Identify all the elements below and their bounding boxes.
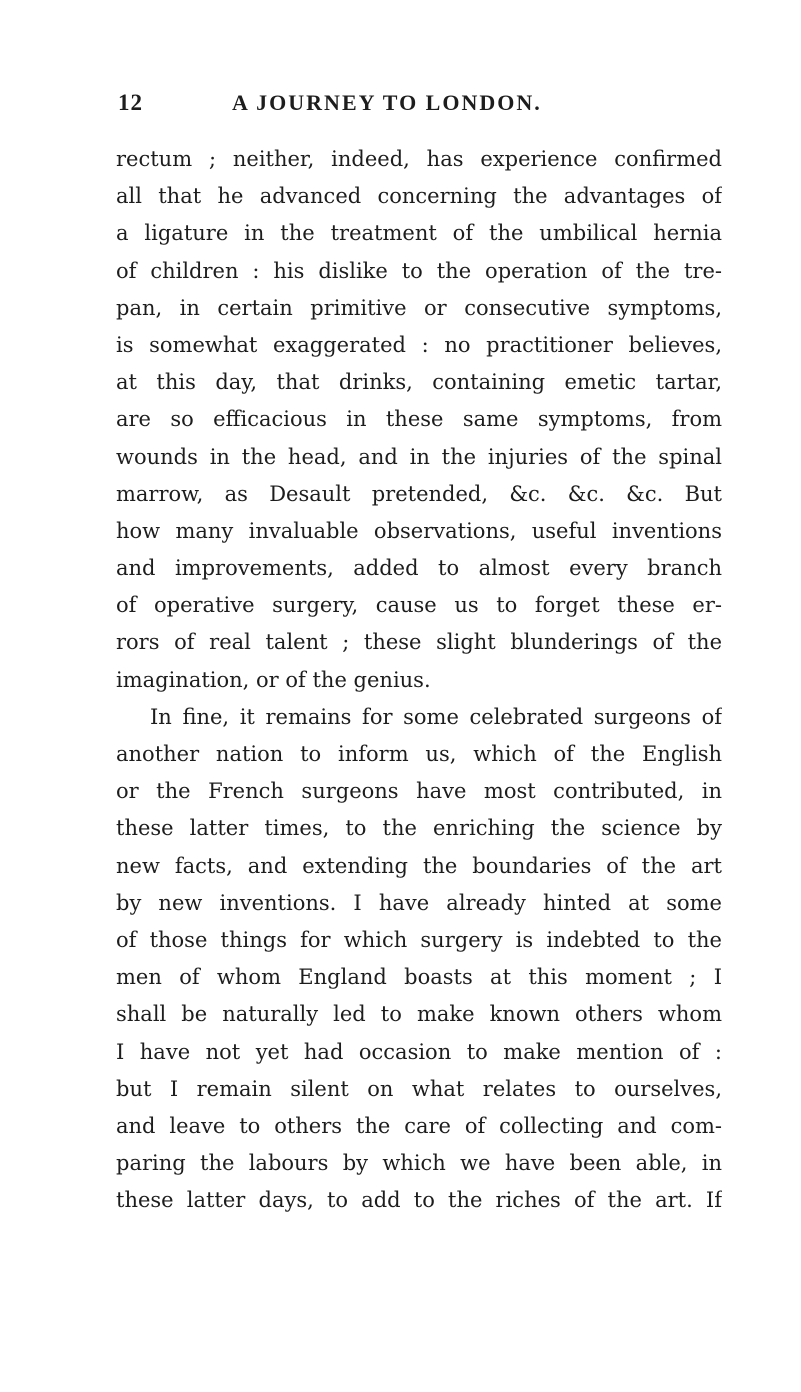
- paragraph: [116, 699, 722, 1220]
- page-header: [118, 84, 718, 124]
- text-line: but I remain silent on what relates to ourselves,: [116, 1076, 722, 1101]
- text-line: and improvements, added to almost every branch: [116, 556, 722, 581]
- text-line: new facts, and extending the boundaries of the art: [116, 853, 722, 878]
- running-head: A JOURNEY TO LONDON.: [232, 90, 542, 115]
- text-line: these latter times, to the enriching the science by: [116, 816, 722, 841]
- text-line: shall be naturally led to make known others whom: [116, 1002, 722, 1027]
- text-line: all that he advanced concerning the advantages of: [116, 184, 722, 209]
- text-line: how many invaluable observations, useful inventions: [116, 518, 722, 543]
- text-line: of children : his dislike to the operation of the tre-: [116, 258, 722, 283]
- text-line: are so efficacious in these same symptoms, from: [116, 407, 722, 432]
- text-line: of those things for which surgery is indebted to the: [116, 927, 722, 952]
- text-line: In fine, it remains for some celebrated surgeons of: [150, 704, 722, 729]
- text-line: men of whom England boasts at this moment ; I: [116, 965, 722, 990]
- text-line: rors of real talent ; these slight blunderings of the: [116, 630, 722, 655]
- text-line: at this day, that drinks, containing emetic tartar,: [116, 370, 722, 395]
- text-line: paring the labours by which we have been able, in: [116, 1151, 722, 1176]
- text-line: a ligature in the treatment of the umbilical hernia: [116, 221, 722, 246]
- text-line: imagination, or of the genius.: [116, 667, 431, 692]
- text-line: rectum ; neither, indeed, has experience confirmed: [116, 147, 722, 171]
- text-line: is somewhat exaggerated : no practitioner believes,: [116, 332, 722, 357]
- body-text: [116, 141, 722, 1219]
- text-line: I have not yet had occasion to make mention of :: [116, 1039, 722, 1064]
- page-number: 12: [118, 90, 143, 115]
- text-line: another nation to inform us, which of the English: [116, 742, 722, 766]
- paragraph: [116, 141, 722, 699]
- text-line: by new inventions. I have already hinted at some: [116, 890, 722, 915]
- text-line: and leave to others the care of collecting and com-: [116, 1113, 722, 1138]
- text-line: of operative surgery, cause us to forget these er-: [116, 593, 722, 618]
- text-line: these latter days, to add to the riches of the art. If: [116, 1188, 722, 1213]
- text-line: wounds in the head, and in the injuries of the spinal: [116, 444, 722, 469]
- text-line: pan, in certain primitive or consecutive symptoms,: [116, 295, 722, 320]
- text-line: marrow, as Desault pretended, &c. &c. &c. But: [116, 481, 722, 506]
- text-line: or the French surgeons have most contributed, in: [116, 779, 722, 804]
